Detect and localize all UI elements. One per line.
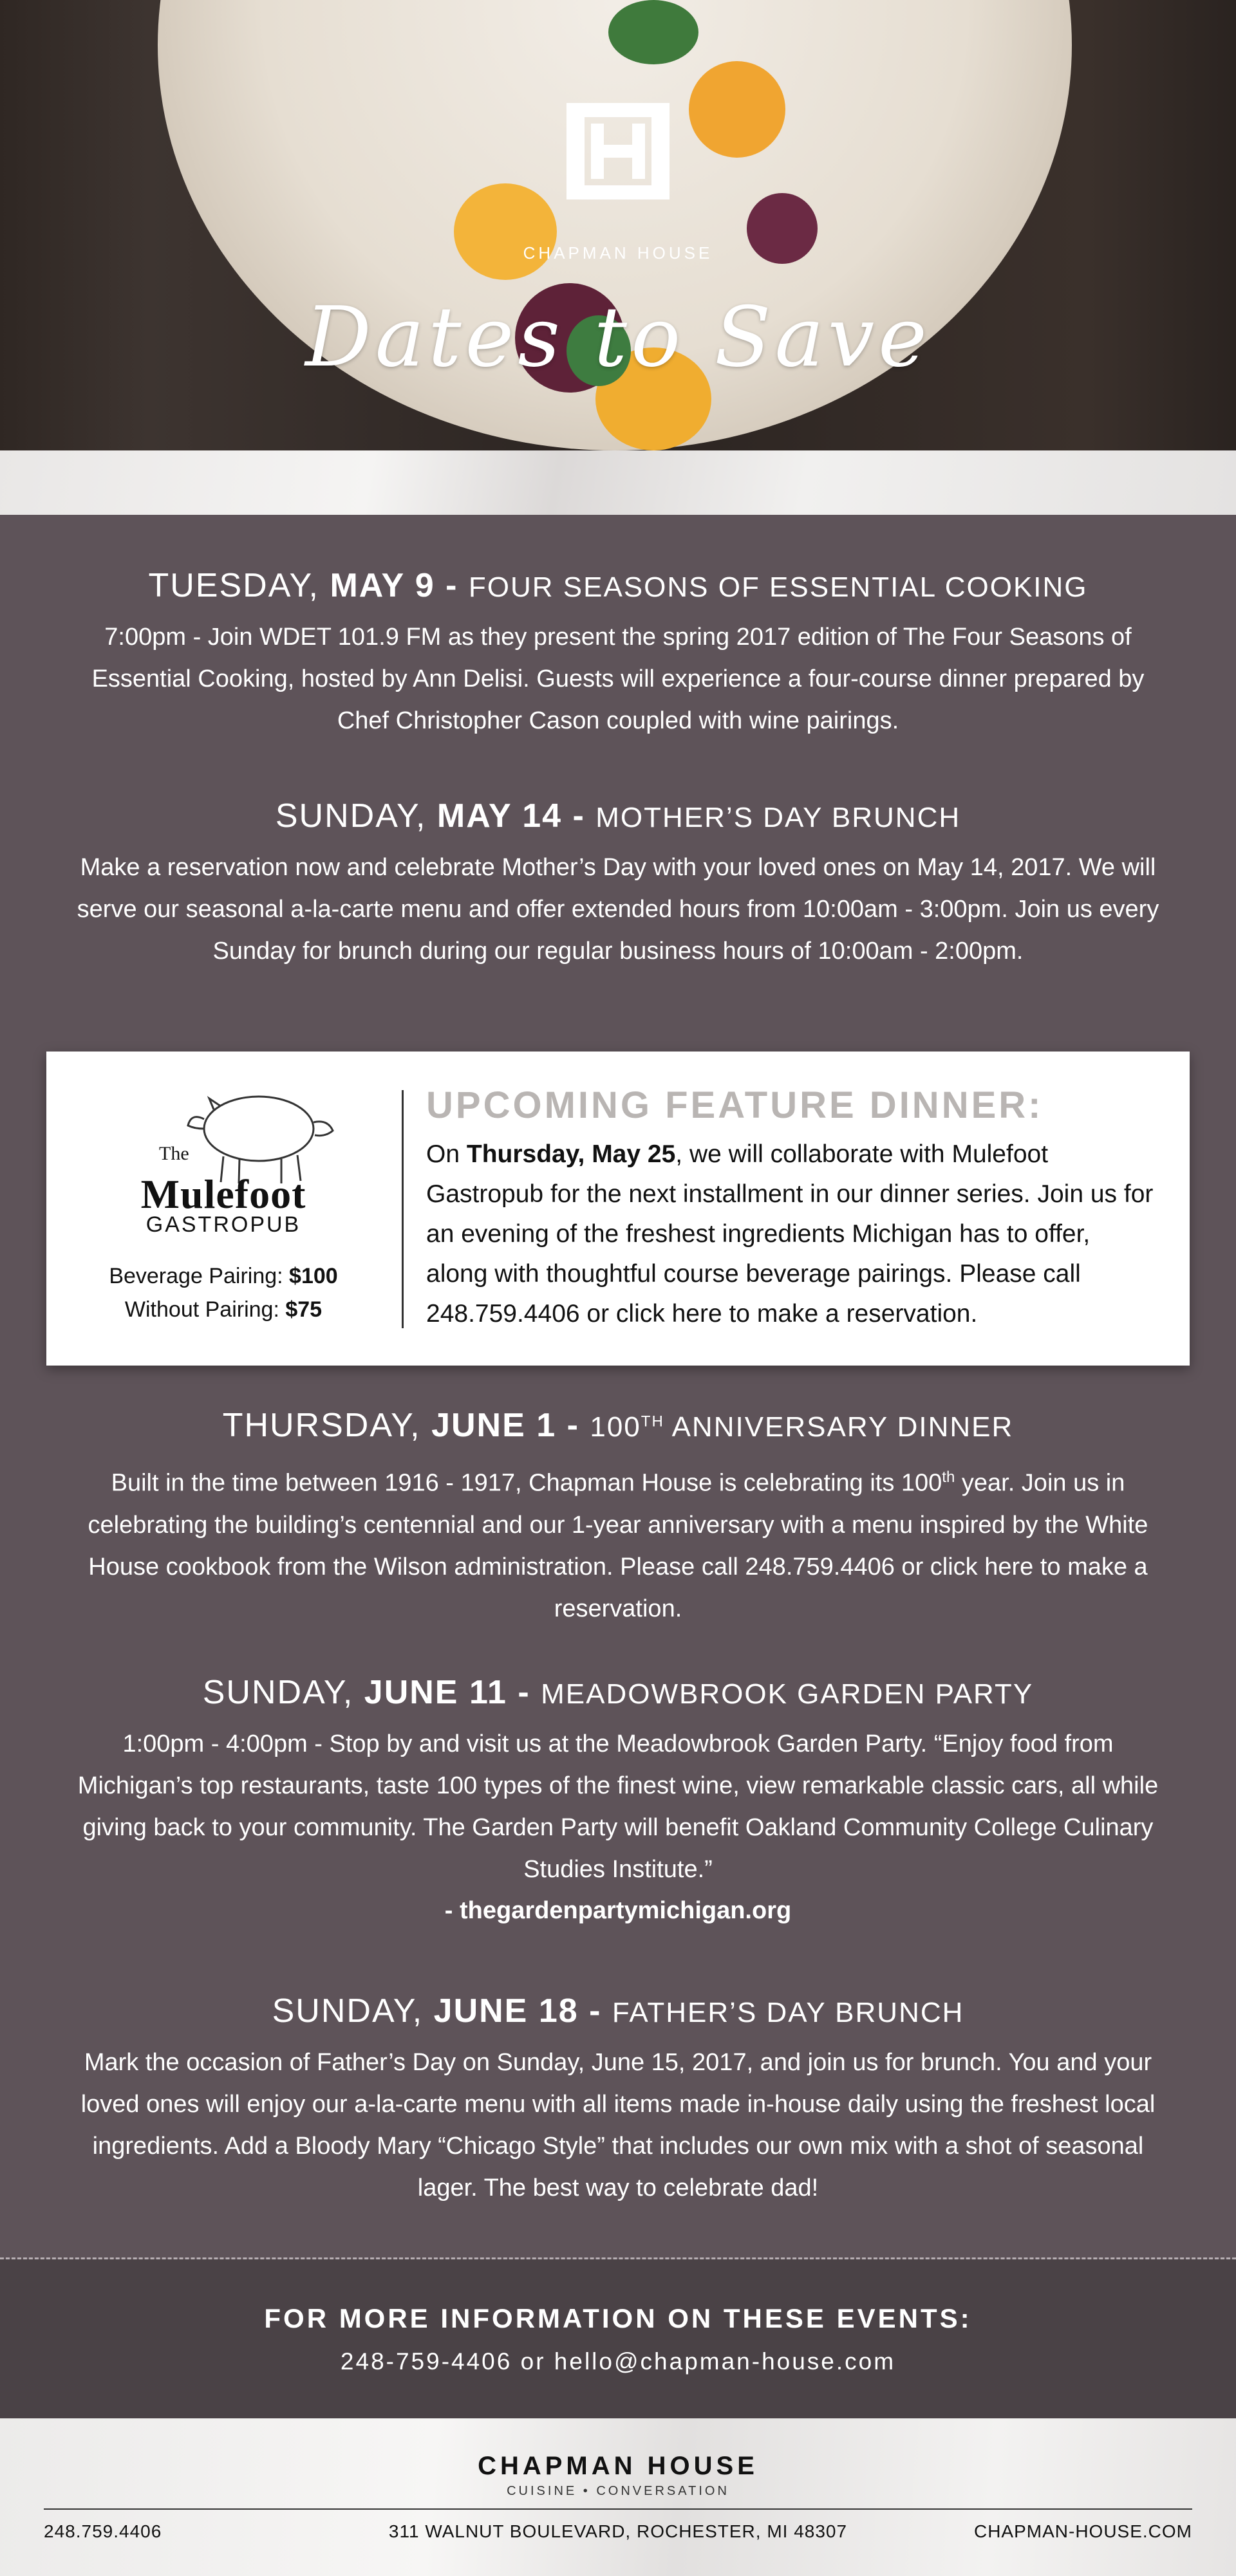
price-without-pairing	[46, 1297, 400, 1322]
event-date: MAY 9 -	[330, 567, 458, 604]
food-mint	[608, 0, 698, 64]
event-source-link[interactable]: - thegardenpartymichigan.org	[444, 1897, 792, 1924]
event-heading	[71, 1673, 1165, 1712]
hero-brand-name: CHAPMAN HOUSE	[523, 243, 713, 263]
price-value: $75	[285, 1297, 323, 1322]
event-name-prefix: 100	[590, 1411, 641, 1443]
price-label: Beverage Pairing:	[109, 1264, 283, 1288]
event-name: MEADOWBROOK GARDEN PARTY	[541, 1678, 1034, 1710]
event-day: TUESDAY,	[148, 567, 319, 604]
mulefoot-the: The	[159, 1143, 189, 1164]
feature-dinner-card	[46, 1052, 1190, 1366]
info-band	[0, 2259, 1236, 2418]
event-body-b: year. Join us in celebrating the building’s centennial and our 1-year anniversary with a menu inspired by the White House cookbook from the Wilson administration. Please call 248.759.4406 or click here to make a reservation.	[88, 1469, 1148, 1622]
feature-content	[426, 1084, 1154, 1334]
event-june-11	[71, 1673, 1165, 1925]
feature-title: UPCOMING FEATURE DINNER:	[426, 1084, 1044, 1126]
event-june-18	[71, 1992, 1165, 2209]
event-heading	[71, 1406, 1165, 1445]
event-body-a: Built in the time between 1916 - 1917, Chapman House is celebrating its 100	[111, 1469, 942, 1497]
footer-address: 311 WALNUT BOULEVARD, ROCHESTER, MI 48307	[388, 2521, 848, 2541]
footer-phone[interactable]: 248.759.4406	[44, 2521, 162, 2541]
feature-description	[426, 1135, 1154, 1334]
event-description: 1:00pm - 4:00pm - Stop by and visit us at the Meadowbrook Garden Party. “Enjoy food from Michigan’s top restaurants, taste 100 types of the finest wine, view remarkable classic cars, all while giving back to your community. The Garden Party will benefit Oakland Community College Culinary Studies Institute.”	[77, 1730, 1159, 1883]
marble-divider	[0, 450, 1236, 515]
hero-banner	[0, 0, 1236, 450]
event-description: Mark the occasion of Father’s Day on Sunday, June 15, 2017, and join us for brunch. You and your loved ones will enjoy our a-la-carte menu with all items made in-house daily using the freshest local ingredients. Add a Bloody Mary “Chicago Style” that includes our own mix with a shot of seasonal lager. The best way to celebrate dad!	[80, 2049, 1156, 2201]
food-orange	[689, 61, 785, 158]
mulefoot-gastropub: GASTROPUB	[145, 1212, 301, 1237]
footer-brand-name: CHAPMAN HOUSE	[478, 2452, 758, 2480]
event-date: JUNE 11 -	[364, 1674, 530, 1711]
hero-script-title: Dates to Save	[305, 290, 931, 385]
feature-body-lead: On	[426, 1140, 467, 1168]
chapman-house-logo-icon	[554, 90, 682, 219]
event-heading	[71, 566, 1165, 605]
info-contact[interactable]: 248-759-4406 or hello@chapman-house.com	[340, 2348, 896, 2375]
feature-body-rest: , we will collaborate with Mulefoot Gastropub for the next installment in our dinner series. Join us for an evening of the freshest ingredients Michigan has to offer, along with thoughtful course beverage pairings. Please call 248.759.4406 or click here to make a reservation.	[426, 1140, 1154, 1328]
food-orange	[454, 183, 557, 280]
info-heading: FOR MORE INFORMATION ON THESE EVENTS:	[264, 2303, 972, 2333]
event-heading	[71, 797, 1165, 835]
event-day: THURSDAY,	[222, 1407, 421, 1444]
event-date: JUNE 1 -	[431, 1407, 579, 1444]
event-date: JUNE 18 -	[433, 1992, 602, 2030]
price-beverage-pairing	[46, 1264, 400, 1289]
feature-body-date: Thursday, May 25	[466, 1140, 676, 1168]
event-description: Make a reservation now and celebrate Mother’s Day with your loved ones on May 14, 2017. We will serve our seasonal a-la-carte menu and offer extended hours from 10:00am - 3:00pm. Join us every Sunday for brunch during our regular business hours of 10:00am - 2:00pm.	[77, 854, 1159, 965]
event-may-14	[71, 797, 1165, 972]
event-heading	[71, 1992, 1165, 2030]
event-description	[71, 1456, 1165, 1630]
event-day: SUNDAY,	[275, 797, 427, 835]
footer-tagline: CUISINE • CONVERSATION	[507, 2484, 729, 2498]
event-date: MAY 14 -	[436, 797, 585, 835]
event-name: MOTHER’S DAY BRUNCH	[595, 802, 961, 833]
event-name	[590, 1411, 1013, 1443]
event-day: SUNDAY,	[202, 1674, 354, 1711]
event-may-9	[71, 566, 1165, 742]
footer-website-link[interactable]: CHAPMAN-HOUSE.COM	[973, 2521, 1192, 2541]
feature-divider	[402, 1090, 404, 1328]
price-label: Without Pairing:	[124, 1297, 279, 1322]
event-june-1	[71, 1406, 1165, 1630]
event-name-suffix: ANNIVERSARY DINNER	[671, 1411, 1014, 1443]
event-description: 7:00pm - Join WDET 101.9 FM as they present the spring 2017 edition of The Four Seasons of Essential Cooking, hosted by Ann Delisi. Guests will experience a four-course dinner prepared by Chef Christopher Cason coupled with wine pairings.	[91, 624, 1145, 734]
event-name: FOUR SEASONS OF ESSENTIAL COOKING	[468, 571, 1088, 603]
event-name-sup: TH	[641, 1413, 664, 1431]
event-day: SUNDAY,	[272, 1992, 424, 2030]
footer-rule	[44, 2508, 1192, 2510]
price-value: $100	[289, 1264, 338, 1288]
mulefoot-name: Mulefoot	[140, 1171, 306, 1217]
mulefoot-logo-panel	[46, 1052, 400, 1366]
event-name: FATHER’S DAY BRUNCH	[612, 1997, 964, 2028]
footer	[0, 2418, 1236, 2576]
event-body-sup: th	[942, 1469, 955, 1486]
